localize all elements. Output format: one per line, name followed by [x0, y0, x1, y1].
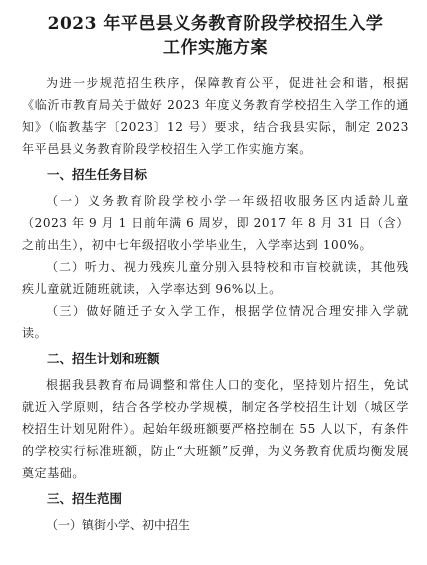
section-3-heading: 三、招生范围 [47, 491, 123, 506]
section-2-body: 根据我县教育布局调整和常住人口的变化，坚持划片招生，免试就近入学原则，结合各学校办学规模，制定各学校招生计划（城区学校招生计划见附件）。起始年级班额要严格控制在 55 人以下，有条件的学校实行标准班额，防止“大班额”反弹，为义务教育优质均衡发展奠定基础。 [22, 378, 409, 480]
section-2-heading: 二、招生计划和班额 [47, 351, 160, 366]
section-3-subheading-1: （一）镇街小学、初中招生 [46, 518, 191, 532]
title-line-1: 2023 年平邑县义务教育阶段学校招生入学 [47, 14, 384, 34]
section-1-heading: 一、招生任务目标 [47, 167, 148, 182]
section-1-item-2: （二）听力、视力残疾儿童分别入县特校和市盲校就读，其他残疾儿童就近随班就读，入学率达到 96%以上。 [22, 260, 409, 296]
section-1-item-1: （一）义务教育阶段学校小学一年级招收服务区内适龄儿童（2023 年 9 月 1 日前年满 6 周岁，即 2017 年 8 月 31 日（含）之前出生），初中七年级招收小学毕业生，入学率达到 100%。 [22, 194, 409, 252]
intro-paragraph: 为进一步规范招生秩序，保障教育公平，促进社会和谐，根据《临沂市教育局关于做好 2023 年度义务教育学校招生入学工作的通知》（临教基字〔2023〕12 号）要求，结合我县实际，制定 2023 年平邑县义务教育阶段学校招生入学工作实施方案。 [22, 76, 409, 156]
title-line-2: 工作实施方案 [163, 38, 268, 58]
document-title [22, 12, 409, 60]
section-1-item-3: （三）做好随迁子女入学工作，根据学位情况合理安排入学就读。 [22, 304, 409, 340]
